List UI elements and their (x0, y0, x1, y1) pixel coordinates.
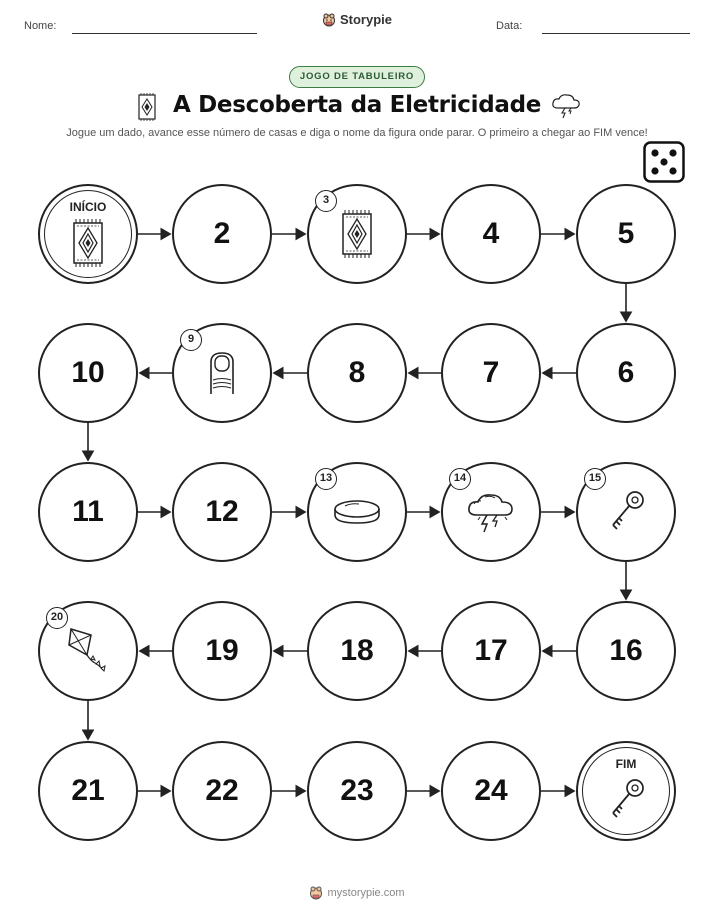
rug-icon (68, 218, 108, 273)
brand-name: Storypie (339, 12, 392, 27)
instructions: Jogue um dado, avance esse número de casas e diga o nome da figura onde parar. O primeiro a chegar ao FIM vence! (66, 127, 648, 139)
space-number: 10 (71, 356, 105, 389)
board-space-13 (307, 462, 407, 562)
space-number-badge: 15 (584, 468, 606, 490)
board-space-21 (38, 741, 138, 841)
space-number: 7 (482, 356, 500, 389)
board-space-9 (172, 323, 272, 423)
finish-space (576, 741, 676, 841)
rug-icon (337, 209, 377, 259)
page-title: A Descoberta da Eletricidade (172, 92, 542, 118)
board-space-18 (307, 601, 407, 701)
space-number-badge: 3 (315, 190, 337, 212)
board-space-8 (307, 323, 407, 423)
space-number: 22 (205, 774, 239, 807)
kite-icon (65, 625, 111, 677)
mascot-icon (309, 886, 323, 900)
space-number: 23 (340, 774, 374, 807)
space-number: 2 (213, 217, 231, 250)
board-space-10 (38, 323, 138, 423)
start-space (38, 184, 138, 284)
space-number: 21 (71, 774, 105, 807)
board-space-24 (441, 741, 541, 841)
board-space-15 (576, 462, 676, 562)
space-number: 11 (72, 495, 104, 528)
space-number: 8 (348, 356, 366, 389)
board-space-17 (441, 601, 541, 701)
date-label: Data: (496, 20, 523, 32)
space-number: 24 (474, 774, 508, 807)
key-icon (606, 777, 646, 828)
space-number: 16 (609, 634, 643, 667)
board-space-6 (576, 323, 676, 423)
board-space-22 (172, 741, 272, 841)
storm-cloud-icon (465, 489, 517, 535)
space-number: 6 (617, 356, 635, 389)
board-space-23 (307, 741, 407, 841)
start-label: INÍCIO (69, 200, 107, 214)
amber-stone-icon (331, 496, 383, 528)
space-number-badge: 20 (46, 607, 68, 629)
space-number-badge: 14 (449, 468, 471, 490)
board-space-4 (441, 184, 541, 284)
space-number-badge: 9 (180, 329, 202, 351)
board-space-20 (38, 601, 138, 701)
space-number: 18 (340, 634, 374, 667)
finish-label: FIM (615, 757, 637, 771)
board-space-3 (307, 184, 407, 284)
board-space-7 (441, 323, 541, 423)
footer-url: mystorypie.com (327, 887, 405, 899)
space-number-badge: 13 (315, 468, 337, 490)
name-label: Nome: (24, 20, 57, 32)
board-space-14 (441, 462, 541, 562)
space-number: 5 (617, 217, 635, 250)
footer (0, 886, 714, 900)
board-space-11 (38, 462, 138, 562)
board-space-5 (576, 184, 676, 284)
space-number: 19 (205, 634, 239, 667)
board-space-16 (576, 601, 676, 701)
board-space-12 (172, 462, 272, 562)
space-number: 17 (474, 634, 508, 667)
board-space-19 (172, 601, 272, 701)
key-icon (606, 489, 646, 535)
board-space-2 (172, 184, 272, 284)
finger-icon (205, 350, 239, 396)
category-tag: JOGO DE TABULEIRO (289, 66, 425, 88)
space-number: 4 (482, 217, 500, 250)
space-number: 12 (205, 495, 239, 528)
